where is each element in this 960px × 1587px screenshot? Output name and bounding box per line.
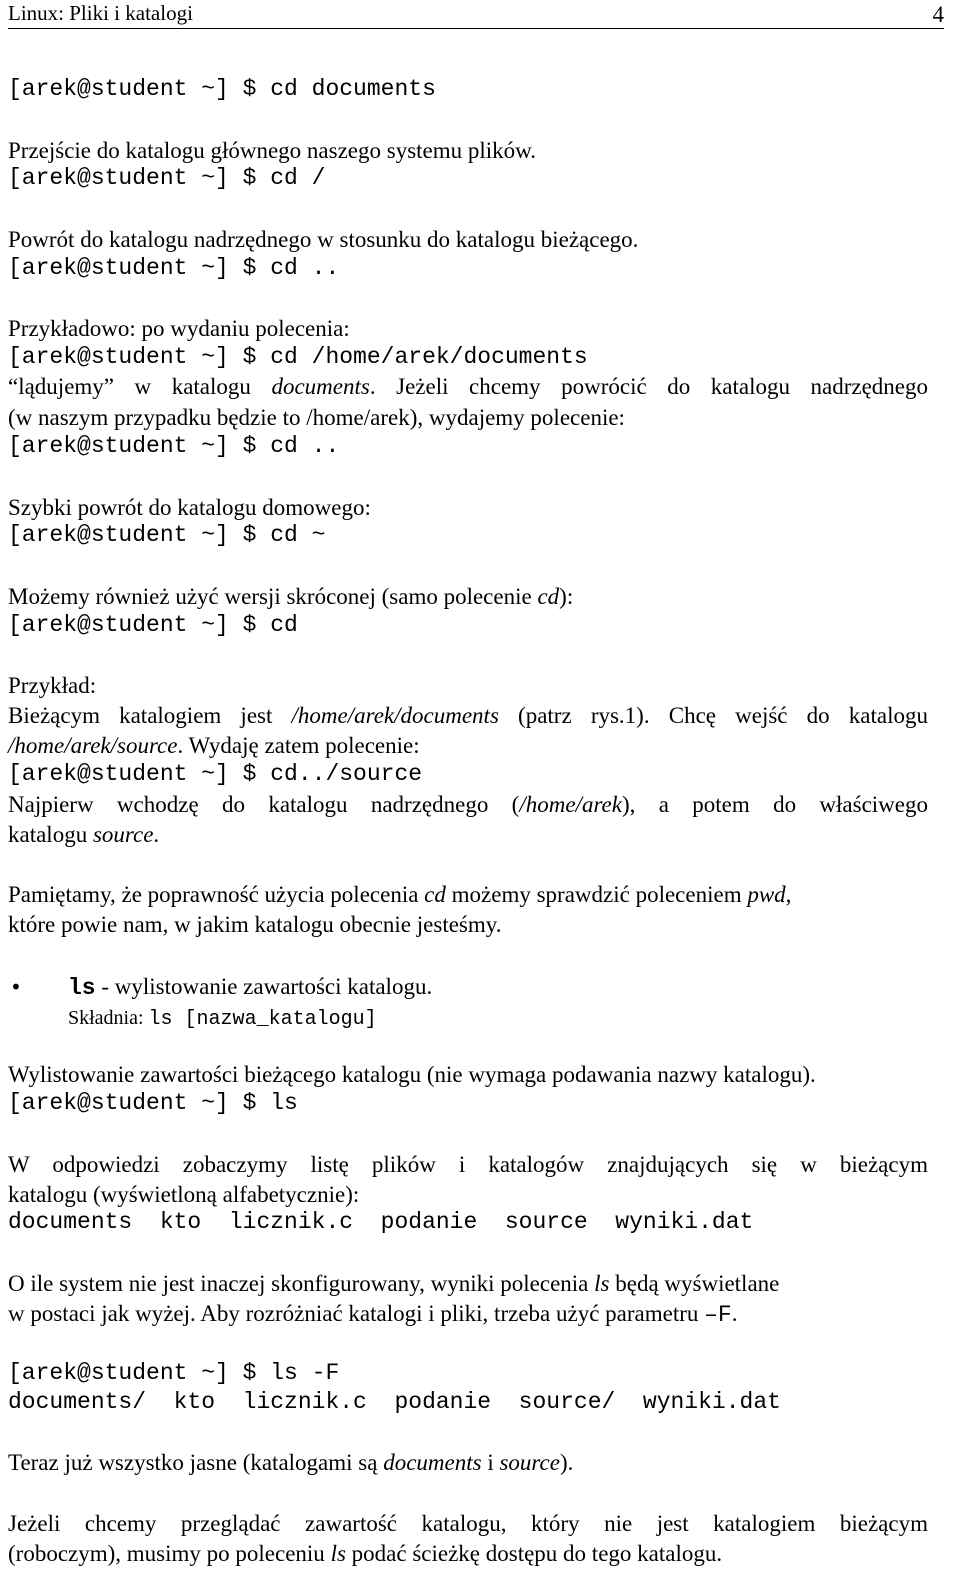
paragraph-line: “lądujemy” w katalogu documents. Jeżeli chcemy powrócić do katalogu nadrzędnego: [8, 374, 928, 399]
page-header: [8, 0, 944, 29]
list-item: ls - wylistowanie zawartości katalogu.: [68, 974, 433, 1001]
command-line: [arek@student ~] $ cd /home/arek/documents: [8, 344, 588, 370]
paragraph: Wylistowanie zawartości bieżącego katalogu (nie wymaga podawania nazwy katalogu).: [8, 1062, 816, 1087]
command-line: [arek@student ~] $ cd /: [8, 165, 326, 191]
command-line: [arek@student ~] $ cd ~: [8, 522, 326, 548]
paragraph-line: O ile system nie jest inaczej skonfigurowany, wyniki polecenia ls będą wyświetlane: [8, 1271, 780, 1296]
paragraph: Szybki powrót do katalogu domowego:: [8, 495, 371, 520]
paragraph-line: (w naszym przypadku będzie to /home/arek), wydajemy polecenie:: [8, 405, 625, 430]
paragraph: Przejście do katalogu głównego naszego systemu plików.: [8, 138, 537, 163]
paragraph-line: W odpowiedzi zobaczymy listę plików i katalogów znajdujących się w bieżącym: [8, 1152, 928, 1177]
paragraph: Powrót do katalogu nadrzędnego w stosunku do katalogu bieżącego.: [8, 227, 639, 252]
command-output: documents kto licznik.c podanie source wyniki.dat: [8, 1209, 754, 1235]
paragraph-line: Najpierw wchodzę do katalogu nadrzędnego (/home/arek), a potem do właściwego: [8, 792, 928, 817]
paragraph-line: Pamiętamy, że poprawność użycia polecenia cd możemy sprawdzić poleceniem pwd,: [8, 882, 792, 907]
paragraph-line: katalogu source.: [8, 822, 160, 847]
header-title: Linux: Pliki i katalogi: [8, 1, 193, 25]
page-number: 4: [932, 2, 944, 27]
paragraph: Teraz już wszystko jasne (katalogami są documents i source).: [8, 1450, 574, 1475]
paragraph-line: które powie nam, w jakim katalogu obecnie jesteśmy.: [8, 912, 502, 937]
command-line: [arek@student ~] $ ls: [8, 1090, 298, 1116]
command-line: [arek@student ~] $ cd ..: [8, 255, 340, 281]
paragraph-line: katalogu (wyświetloną alfabetycznie):: [8, 1182, 360, 1207]
ls-command: ls: [68, 975, 96, 1001]
paragraph-line: Bieżącym katalogiem jest /home/arek/documents (patrz rys.1). Chcę wejść do katalogu: [8, 703, 928, 728]
paragraph: Możemy również użyć wersji skróconej (samo polecenie cd):: [8, 584, 574, 609]
command-line: [arek@student ~] $ cd documents: [8, 76, 436, 102]
paragraph-line: Jeżeli chcemy przeglądać zawartość katalogu, który nie jest katalogiem bieżącym: [8, 1511, 928, 1536]
paragraph: Przykładowo: po wydaniu polecenia:: [8, 316, 350, 341]
bullet-icon: •: [10, 975, 22, 999]
syntax-line: Składnia: ls [nazwa_katalogu]: [68, 1007, 377, 1031]
paragraph: Przykład:: [8, 673, 97, 698]
paragraph-line: /home/arek/source. Wydaję zatem polecenie:: [8, 733, 420, 758]
command-line: [arek@student ~] $ ls -F: [8, 1360, 340, 1386]
command-line: [arek@student ~] $ cd../source: [8, 761, 423, 787]
command-output: documents/ kto licznik.c podanie source/ wyniki.dat: [8, 1389, 781, 1415]
command-line: [arek@student ~] $ cd ..: [8, 433, 340, 459]
paragraph-line: w postaci jak wyżej. Aby rozróżniać katalogi i pliki, trzeba użyć parametru –F.: [8, 1301, 738, 1328]
command-line: [arek@student ~] $ cd: [8, 612, 298, 638]
paragraph-line: (roboczym), musimy po poleceniu ls podać ścieżkę dostępu do tego katalogu.: [8, 1541, 723, 1566]
